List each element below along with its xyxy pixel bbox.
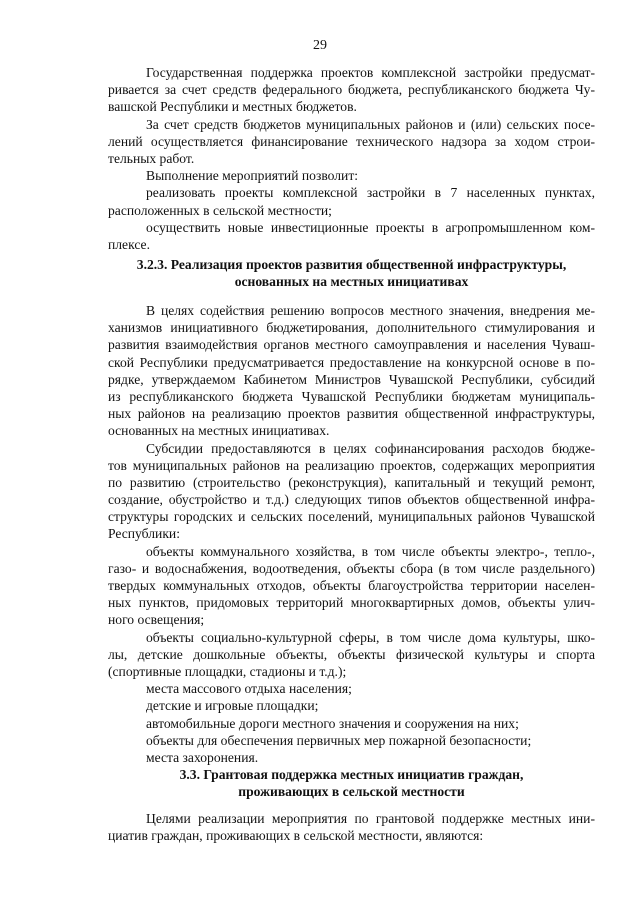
text-line: тельных работ. — [108, 150, 195, 166]
text-line: реализовать проекты комплексной застройки в 7 населенных пунктах, — [146, 185, 595, 201]
text-line: тов муниципальных районов на реализацию проектов, содержащих мероприятия — [108, 457, 595, 473]
text-line: Выполнение мероприятий позволит: — [146, 168, 359, 184]
text-line: расположенных в сельской местности; — [108, 202, 332, 218]
text-line: В целях содействия решению вопросов местного значения, внедрения ме- — [146, 303, 595, 318]
text-line: (спортивные площадки, стадионы и т.д.); — [108, 663, 347, 679]
text-line: ханизмов инициативного бюджетирования, дополнительного стимулирования и — [108, 320, 595, 336]
heading-line: проживающих в сельской местности — [238, 784, 465, 800]
heading-line: основанных на местных инициативах — [234, 274, 469, 290]
text-line: ривается за счет средств федерального бюджета, республиканского бюджета Чу- — [108, 82, 595, 98]
text-line: места массового отдыха населения; — [146, 681, 352, 697]
text-line: осуществить новые инвестиционные проекты в агропромышленном ком- — [146, 219, 595, 235]
text-line: из республиканского бюджета Чувашской Республики бюджетам муниципаль- — [108, 388, 595, 404]
text-line: За счет средств бюджетов муниципальных районов и (или) сельских посе- — [146, 116, 595, 132]
text-line: плексе. — [108, 236, 150, 252]
text-line: объекты социально-культурной сферы, в том числе дома культуры, шко- — [146, 629, 595, 645]
text-line: создание, обустройство и т.д.) следующих типов объектов общественной инфра- — [108, 492, 595, 508]
text-line: структуры городских и сельских поселений, муниципальных районов Чувашской — [108, 509, 595, 525]
heading-line: 3.2.3. Реализация проектов развития общественной инфраструктуры, — [136, 257, 567, 272]
text-line: Государственная поддержка проектов комплексной застройки предусмат- — [146, 65, 595, 80]
text-line: ного освещения; — [108, 612, 205, 628]
section-heading-3-2-3 — [108, 256, 595, 290]
text-line: циатив граждан, проживающих в сельской местности, являются: — [108, 828, 484, 844]
section-heading-3-3 — [108, 766, 595, 800]
paragraph-block-1 — [108, 64, 595, 253]
text-line: ных районов на реализацию проектов развития общественной инфраструктуры, — [108, 406, 595, 422]
text-line: ных пунктов, придомовых территорий многоквартирных домов, объекты улич- — [108, 595, 595, 611]
text-line: объекты для обеспечения первичных мер пожарной безопасности; — [146, 732, 532, 748]
text-line: вашской Республики и местных бюджетов. — [108, 99, 357, 115]
paragraph-block-2 — [108, 302, 595, 766]
text-line: газо- и водоснабжения, водоотведения, объекты сбора (в том числе раздельного) — [108, 560, 595, 576]
paragraph-block-3 — [108, 810, 595, 844]
text-line: лы, детские дошкольные объекты, объекты физической культуры и спорта — [108, 646, 595, 662]
heading-line: 3.3. Грантовая поддержка местных инициатив граждан, — [179, 767, 524, 782]
text-line: по развитию (строительство (реконструкция), капитальный и текущий ремонт, — [108, 474, 595, 490]
text-line: Целями реализации мероприятия по грантовой поддержке местных ини- — [146, 811, 595, 826]
text-line: развития взаимодействия органов местного самоуправления и населения Чуваш- — [108, 337, 595, 353]
page-number: 29 — [313, 38, 327, 53]
text-line: объекты коммунального хозяйства, в том числе объекты электро-, тепло-, — [146, 543, 595, 559]
text-line: автомобильные дороги местного значения и сооружения на них; — [146, 715, 519, 731]
text-line: детские и игровые площадки; — [146, 698, 319, 714]
text-line: Республики: — [108, 526, 180, 542]
text-line: твердых коммунальных отходов, объекты благоустройства территории населен- — [108, 578, 595, 593]
text-line: лений осуществляется финансирование технического надзора за ходом строи- — [108, 133, 595, 149]
text-line: места захоронения. — [146, 749, 259, 765]
text-line: Субсидии предоставляются в целях софинансирования расходов бюдже- — [146, 440, 595, 456]
text-line: рядке, утверждаемом Кабинетом Министров Чувашской Республики, субсидий — [108, 371, 595, 387]
text-line: ской Республики предусматривается предоставление на конкурсной основе в по- — [108, 354, 595, 370]
text-line: основанных на местных инициативах. — [108, 423, 330, 439]
